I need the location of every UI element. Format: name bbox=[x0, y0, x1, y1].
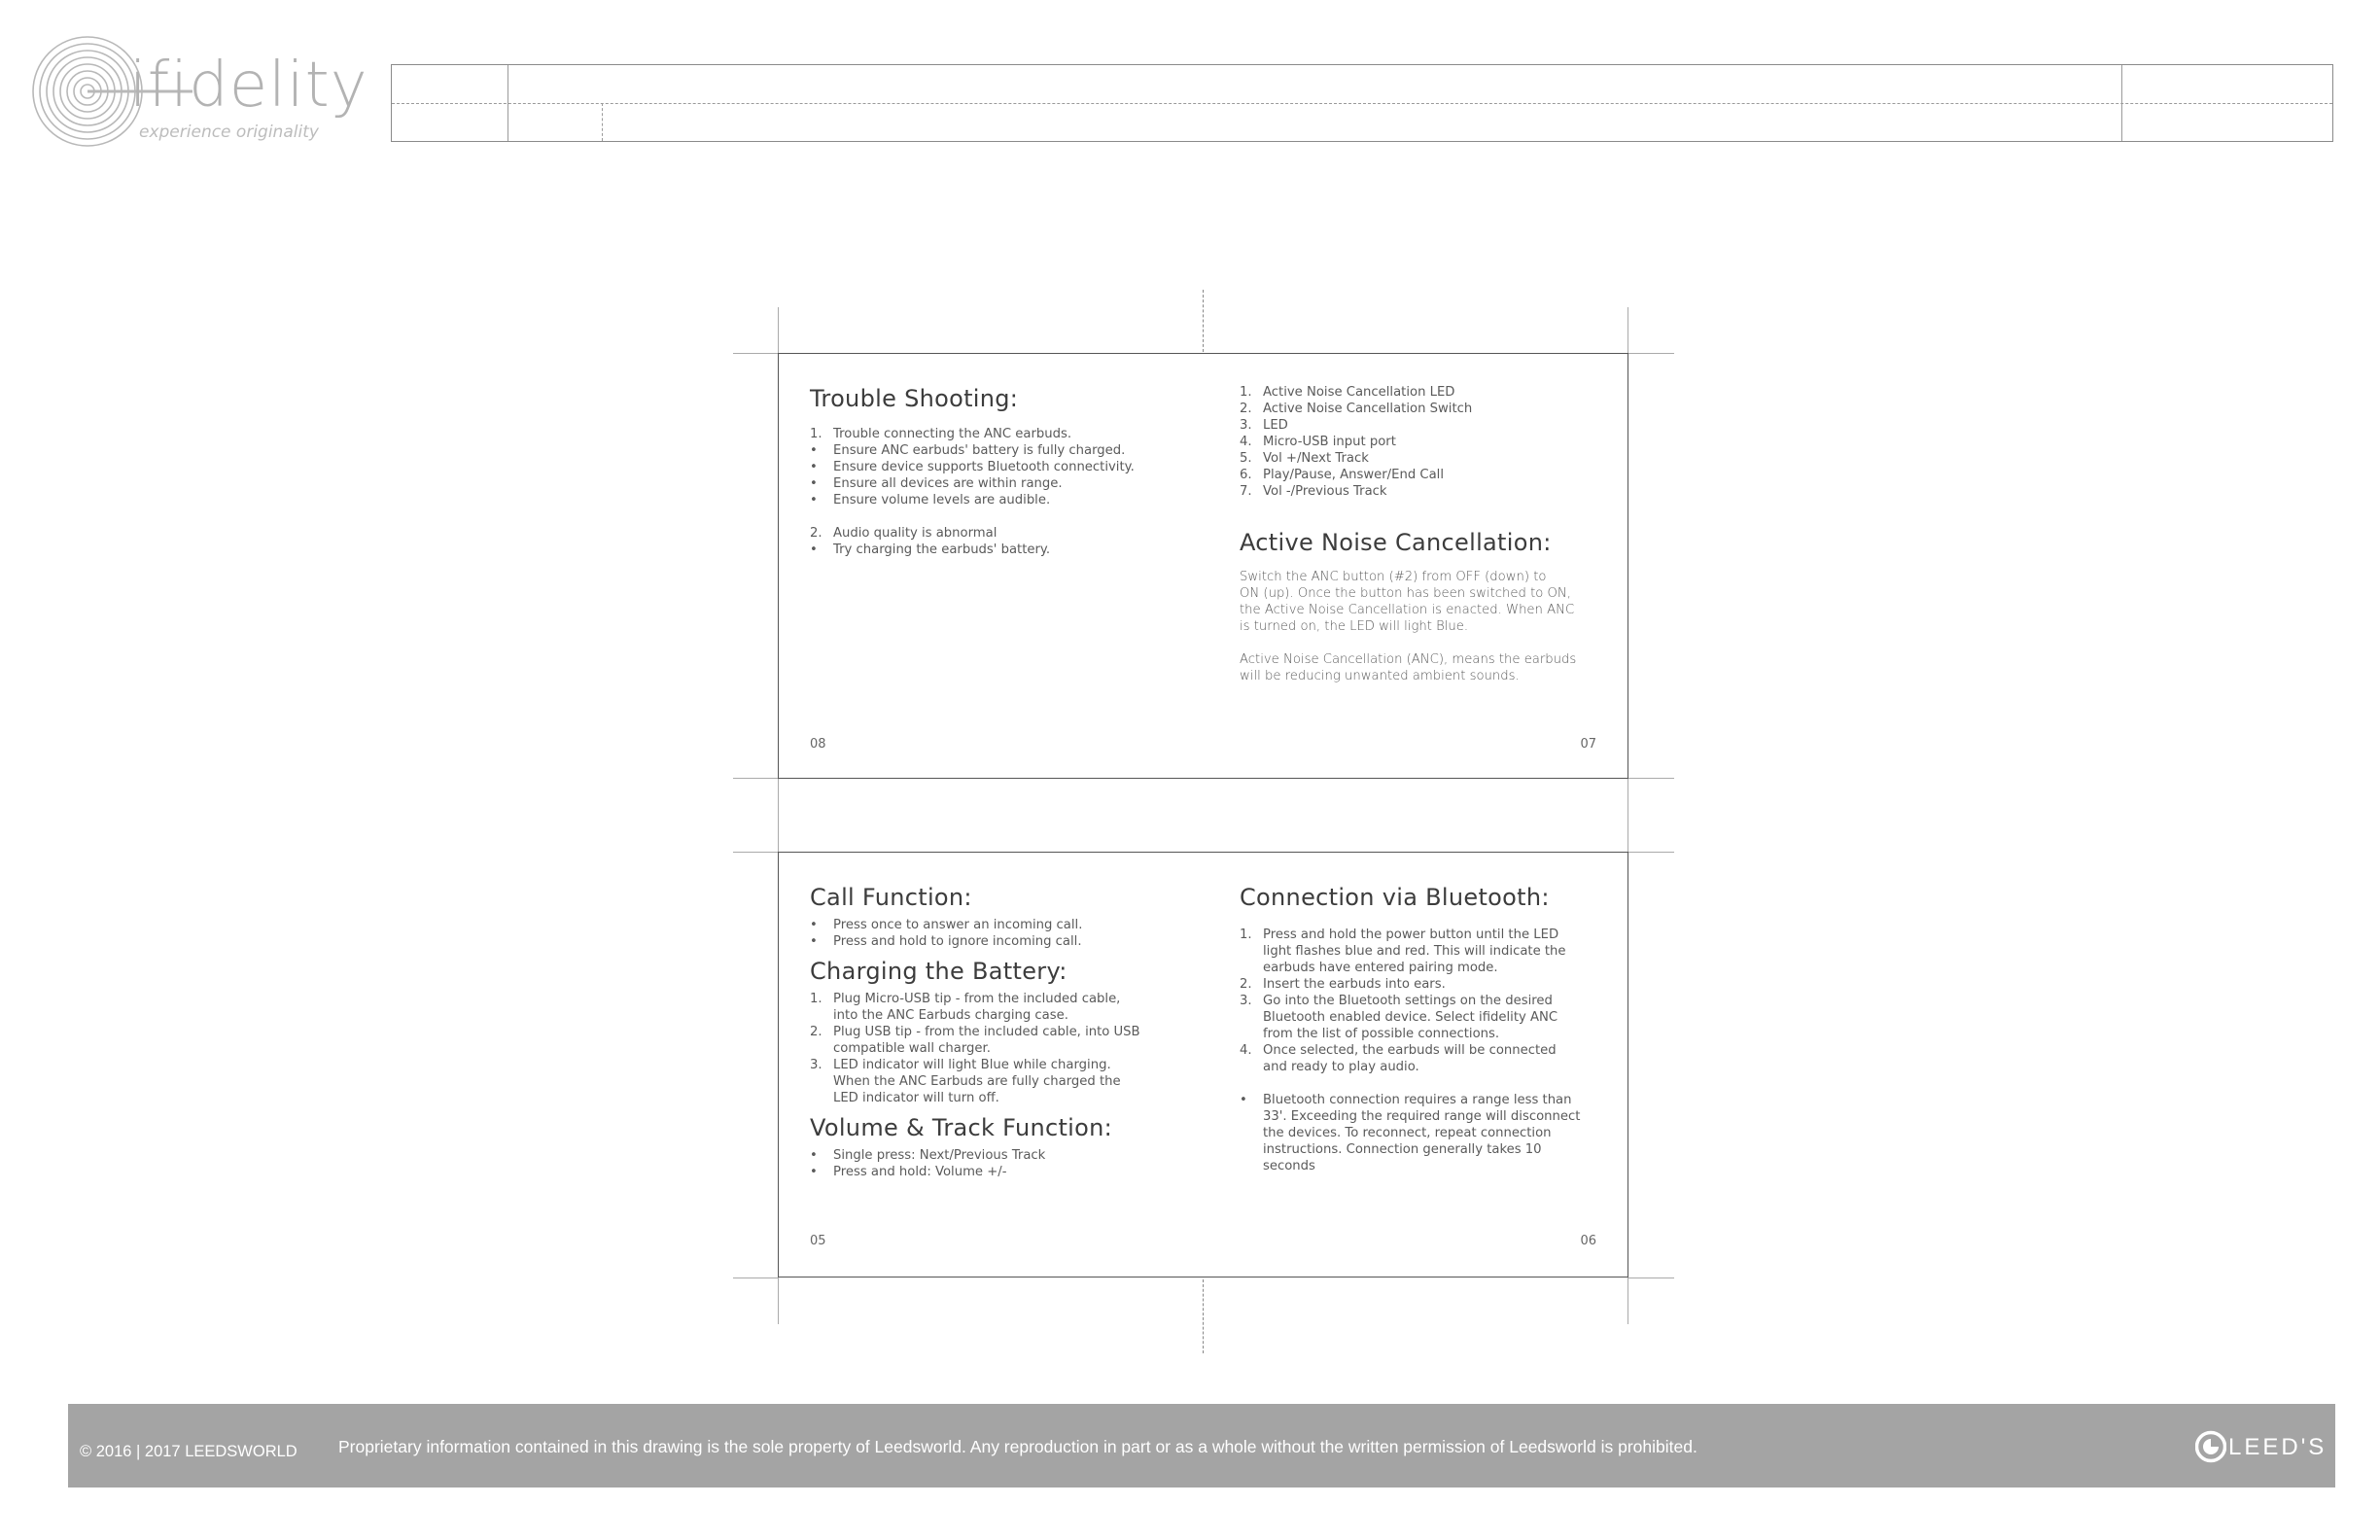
list-item-text: Active Noise Cancellation Switch bbox=[1263, 402, 1473, 416]
volume-track-list bbox=[810, 1147, 1218, 1180]
list-item-text: LED bbox=[1263, 418, 1288, 433]
list-item bbox=[1240, 434, 1619, 450]
crop-mark bbox=[1628, 778, 1674, 779]
list-item-line: Plug USB tip - from the included cable, into USB bbox=[833, 1025, 1140, 1039]
list-item bbox=[810, 917, 1218, 933]
list-item-text: Ensure ANC earbuds' battery is fully charged. bbox=[833, 443, 1126, 458]
list-item bbox=[810, 1147, 1218, 1164]
paragraph-line: Active Noise Cancellation (ANC), means the earbuds bbox=[1240, 652, 1577, 667]
crop-mark bbox=[1628, 353, 1674, 354]
paragraph-line: will be reducing unwanted ambient sounds. bbox=[1240, 669, 1520, 683]
list-item-text: Press and hold to ignore incoming call. bbox=[833, 934, 1082, 949]
anc-section bbox=[1240, 384, 1619, 684]
list-item-line: seconds bbox=[1263, 1159, 1315, 1173]
list-item-text: Ensure device supports Bluetooth connectivity. bbox=[833, 460, 1135, 474]
volume-track-heading: Volume & Track Function: bbox=[810, 1114, 1113, 1141]
list-item-text: Micro-USB input port bbox=[1263, 435, 1396, 449]
list-item-line: instructions. Connection generally takes 10 bbox=[1263, 1142, 1542, 1157]
list-item bbox=[1240, 401, 1619, 417]
list-item-text: Ensure volume levels are audible. bbox=[833, 493, 1051, 508]
list-item bbox=[1240, 1092, 1619, 1174]
list-marker: • bbox=[810, 476, 818, 491]
list-item-text: Active Noise Cancellation LED bbox=[1263, 385, 1455, 400]
list-marker: 3. bbox=[1240, 994, 1252, 1008]
footer-copyright: © 2016 | 2017 LEEDSWORLD bbox=[80, 1443, 298, 1460]
list-item bbox=[810, 542, 1199, 558]
list-item-text: Press and hold: Volume +/- bbox=[833, 1165, 1007, 1179]
list-item bbox=[810, 492, 1199, 508]
list-marker: 1. bbox=[810, 992, 822, 1006]
list-item bbox=[1240, 384, 1619, 401]
list-item bbox=[810, 991, 1218, 1024]
trouble-list-1 bbox=[810, 426, 1199, 508]
list-item-text: Ensure all devices are within range. bbox=[833, 476, 1063, 491]
list-marker: • bbox=[810, 1165, 818, 1179]
list-item-text: Vol +/Next Track bbox=[1263, 451, 1369, 466]
list-marker: • bbox=[810, 460, 818, 474]
list-marker: • bbox=[810, 493, 818, 508]
list-marker: 1. bbox=[810, 427, 822, 441]
list-item-line: earbuds have entered pairing mode. bbox=[1263, 961, 1498, 975]
paragraph-line: is turned on, the LED will light Blue. bbox=[1240, 619, 1469, 634]
list-marker: • bbox=[1240, 1093, 1247, 1107]
list-item-text: Vol -/Previous Track bbox=[1263, 484, 1387, 499]
list-marker: • bbox=[810, 542, 818, 557]
list-marker: 6. bbox=[1240, 468, 1252, 482]
list-item-line: from the list of possible connections. bbox=[1263, 1027, 1500, 1041]
list-item bbox=[1240, 467, 1619, 483]
list-item-line: and ready to play audio. bbox=[1263, 1060, 1419, 1074]
crop-mark bbox=[733, 852, 778, 853]
trouble-list-2 bbox=[810, 525, 1199, 558]
charging-heading: Charging the Battery: bbox=[810, 958, 1068, 985]
list-item-line: Bluetooth enabled device. Select ifidelity ANC bbox=[1263, 1010, 1558, 1025]
list-item-line: When the ANC Earbuds are fully charged the bbox=[833, 1074, 1121, 1089]
title-block-column-dash bbox=[602, 103, 603, 141]
list-marker: • bbox=[810, 918, 818, 932]
list-item bbox=[810, 426, 1199, 442]
fold-line-top bbox=[1203, 290, 1204, 352]
call-function-heading: Call Function: bbox=[810, 884, 972, 911]
fold-line-bottom bbox=[1203, 1279, 1204, 1353]
list-marker: 2. bbox=[1240, 977, 1252, 992]
crop-mark bbox=[733, 778, 778, 779]
leeds-logo bbox=[2195, 1430, 2328, 1463]
trouble-shooting-section bbox=[810, 385, 1199, 558]
list-item bbox=[810, 1164, 1218, 1180]
list-item-text: Play/Pause, Answer/End Call bbox=[1263, 468, 1444, 482]
list-item bbox=[810, 442, 1199, 459]
list-marker: 2. bbox=[1240, 402, 1252, 416]
anc-paragraph-2 bbox=[1240, 651, 1619, 684]
list-item bbox=[810, 933, 1218, 950]
list-item-text: Press once to answer an incoming call. bbox=[833, 918, 1083, 932]
title-block-divider bbox=[392, 103, 2332, 104]
list-item bbox=[1240, 1042, 1619, 1075]
logo-wordmark: ifidelity bbox=[129, 50, 368, 122]
list-item-line: LED indicator will light Blue while charging. bbox=[833, 1058, 1111, 1072]
list-item-line: compatible wall charger. bbox=[833, 1041, 991, 1056]
bluetooth-heading: Connection via Bluetooth: bbox=[1240, 884, 1550, 911]
list-item bbox=[810, 475, 1199, 492]
bluetooth-section bbox=[1240, 884, 1619, 1174]
list-marker: 5. bbox=[1240, 451, 1252, 466]
list-marker: 4. bbox=[1240, 435, 1252, 449]
list-item-line: the devices. To reconnect, repeat connection bbox=[1263, 1126, 1552, 1140]
list-item-line: Once selected, the earbuds will be connected bbox=[1263, 1043, 1557, 1058]
manual-panel-top bbox=[778, 353, 1628, 779]
ifidelity-logo bbox=[29, 33, 368, 150]
crop-mark bbox=[733, 353, 778, 354]
list-item bbox=[1240, 483, 1619, 500]
list-item bbox=[1240, 927, 1619, 976]
list-item-text: Audio quality is abnormal bbox=[833, 526, 998, 541]
list-item-line: Go into the Bluetooth settings on the desired bbox=[1263, 994, 1553, 1008]
list-item bbox=[1240, 976, 1619, 993]
anc-paragraph-1 bbox=[1240, 569, 1619, 635]
list-item-text: Single press: Next/Previous Track bbox=[833, 1148, 1046, 1163]
parts-list bbox=[1240, 384, 1619, 500]
list-marker: • bbox=[810, 934, 818, 949]
paragraph-line: the Active Noise Cancellation is enacted. When ANC bbox=[1240, 603, 1575, 617]
list-item-line: LED indicator will turn off. bbox=[833, 1091, 999, 1105]
list-marker: 3. bbox=[1240, 418, 1252, 433]
charging-list bbox=[810, 991, 1218, 1106]
list-item-line: Press and hold the power button until the LED bbox=[1263, 928, 1559, 942]
list-item-text: Trouble connecting the ANC earbuds. bbox=[833, 427, 1072, 441]
page-number: 08 bbox=[810, 737, 826, 752]
list-marker: 3. bbox=[810, 1058, 822, 1072]
list-marker: 1. bbox=[1240, 385, 1252, 400]
list-marker: 7. bbox=[1240, 484, 1252, 499]
list-item-line: 33'. Exceeding the required range will disconnect bbox=[1263, 1109, 1581, 1124]
list-marker: • bbox=[810, 443, 818, 458]
functions-section bbox=[810, 884, 1218, 1180]
bluetooth-note bbox=[1240, 1092, 1619, 1174]
paragraph-line: Switch the ANC button (#2) from OFF (down) to bbox=[1240, 570, 1547, 584]
list-item-text: Try charging the earbuds' battery. bbox=[833, 542, 1051, 557]
paragraph-line: ON (up). Once the button has been switched to ON, bbox=[1240, 586, 1571, 601]
leeds-swirl-icon bbox=[2195, 1430, 2226, 1463]
title-block-column-line bbox=[2121, 65, 2122, 141]
list-item bbox=[810, 1024, 1218, 1057]
trouble-shooting-heading: Trouble Shooting: bbox=[810, 385, 1019, 412]
list-item bbox=[810, 459, 1199, 475]
list-item-line: light flashes blue and red. This will indicate the bbox=[1263, 944, 1566, 959]
anc-heading: Active Noise Cancellation: bbox=[1240, 529, 1552, 556]
call-function-list bbox=[810, 917, 1218, 950]
list-item-line: into the ANC Earbuds charging case. bbox=[833, 1008, 1068, 1023]
list-marker: 2. bbox=[810, 1025, 822, 1039]
list-item bbox=[1240, 417, 1619, 434]
list-item bbox=[810, 525, 1199, 542]
list-item-line: Plug Micro-USB tip - from the included cable, bbox=[833, 992, 1121, 1006]
page-number: 07 bbox=[1580, 737, 1596, 752]
list-item bbox=[810, 1057, 1218, 1106]
list-marker: 2. bbox=[810, 526, 822, 541]
crop-mark bbox=[1628, 852, 1674, 853]
list-item-line: Bluetooth connection requires a range less than bbox=[1263, 1093, 1572, 1107]
list-marker: 1. bbox=[1240, 928, 1252, 942]
leeds-wordmark: LEED'S bbox=[2228, 1434, 2328, 1460]
list-marker: • bbox=[810, 1148, 818, 1163]
manual-panel-bottom bbox=[778, 852, 1628, 1278]
title-block bbox=[391, 64, 2333, 142]
logo-tagline: experience originality bbox=[139, 122, 319, 142]
list-item bbox=[1240, 993, 1619, 1042]
footer-notice: Proprietary information contained in this drawing is the sole property of Leedsworld. Any reproduction in part or as a whole without the written permission of Leedsworld is prohibited. bbox=[338, 1437, 1698, 1456]
list-item-line: Insert the earbuds into ears. bbox=[1263, 977, 1446, 992]
page-number: 06 bbox=[1580, 1234, 1596, 1248]
bluetooth-steps-list bbox=[1240, 927, 1619, 1075]
page-number: 05 bbox=[810, 1234, 826, 1248]
footer-bar bbox=[68, 1404, 2335, 1488]
list-marker: 4. bbox=[1240, 1043, 1252, 1058]
list-item bbox=[1240, 450, 1619, 467]
